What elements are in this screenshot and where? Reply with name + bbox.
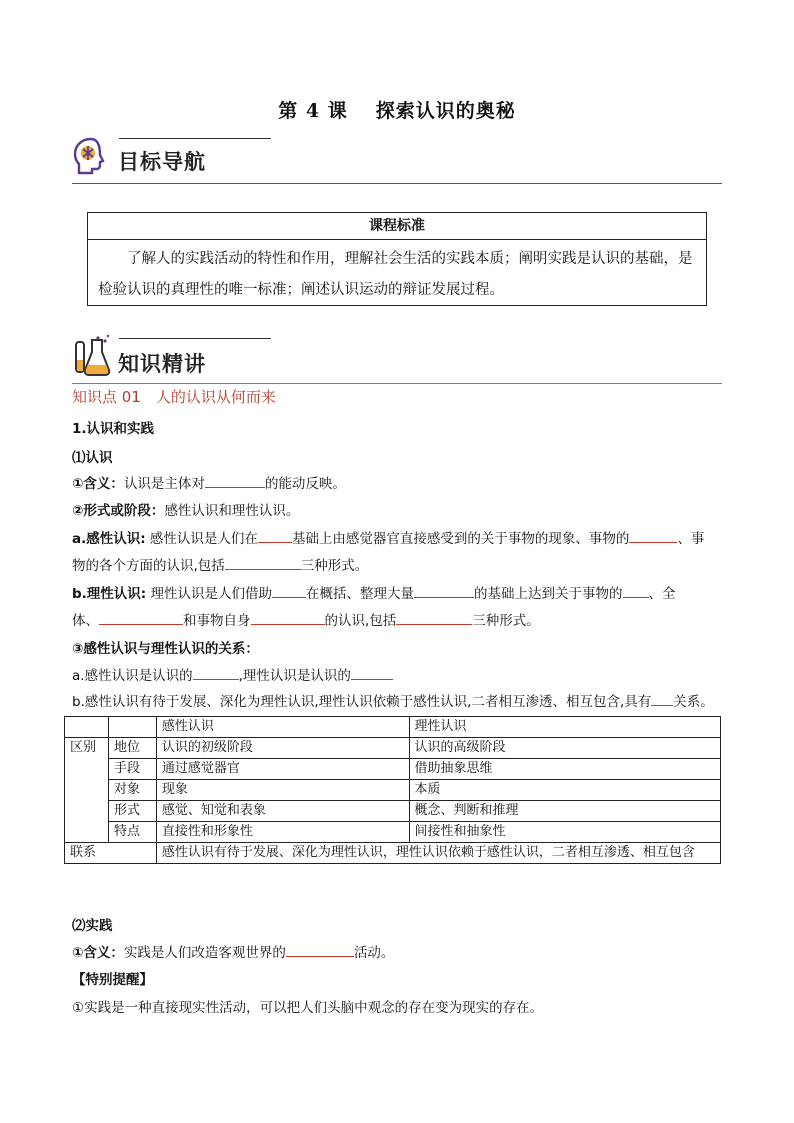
table-cell: 间接性和抽象性 [409,822,721,843]
table-cell: 直接性和形象性 [156,822,409,843]
text: 实践是人们改造客观世界的 [123,945,286,961]
text: b.感性认识有待于发展、深化为理性认识,理性认识依赖于感性认识,二者相互渗透、相互包含,具有 [72,694,652,710]
section-title-knowledge: 知识精讲 [118,352,206,376]
section-title-goals: 目标导航 [118,150,206,174]
text: 、全 [648,586,676,602]
table-cell [108,717,156,738]
practice-definition-line [72,941,394,961]
lab-flask-icon [72,334,112,378]
table-row [65,759,721,780]
label-perceptual: a.感性认识: [72,531,146,547]
text: 认识是主体对 [123,476,205,492]
table-row-label: 地位 [108,738,156,759]
fill-blank[interactable] [651,692,673,706]
relation-line-b [72,690,714,710]
fill-blank[interactable] [629,529,677,543]
table-header-row [65,717,721,738]
text: 、事 [677,531,705,547]
table-row-label: 特点 [108,822,156,843]
text: 关系。 [673,694,714,710]
forms-line [72,499,299,519]
fill-blank[interactable] [193,666,239,680]
table-cell: 本质 [409,780,721,801]
table-cell: 认识的高级阶段 [409,738,721,759]
text: 感性认识和理性认识。 [164,503,300,519]
section-header-knowledge [72,338,722,384]
label-forms: ②形式或阶段： [72,503,165,519]
text: 感性认识是人们在 [145,531,258,547]
table-cell [65,717,109,738]
text: 体、 [72,613,99,629]
reminder-line-1: ①实践是一种直接现实性活动，可以把人们头脑中观念的存在变为现实的存在。 [72,1000,544,1016]
standard-text: 了解人的实践活动的特性和作用，理解社会生活的实践本质；阐明实践是认识的基础，是检验认识的真理性的唯一标准；阐述认识运动的辩证发展过程。 [98,251,693,298]
lesson-topic: 探索认识的奥秘 [375,100,516,122]
comparison-table [64,716,721,864]
heading-cognition-practice: 1.认识和实践 [72,421,155,437]
fill-blank[interactable] [258,529,292,543]
lesson-number: 第 4 课 [278,100,348,122]
definition-line [72,472,346,492]
subheading-cognition: ⑴认识 [72,450,113,466]
text: 活动。 [353,945,395,961]
text: 的基础上达到关于事物的 [474,586,623,602]
text: 的认识,包括 [324,613,397,629]
text: ,理性认识是认识的 [238,668,351,684]
table-header-rational: 理性认识 [409,717,721,738]
table-cell: 认识的初级阶段 [156,738,409,759]
curriculum-standard-box [87,212,707,306]
fill-blank[interactable] [286,943,354,957]
label-definition: ①含义： [72,476,124,492]
fill-blank[interactable] [623,584,649,598]
table-cell: 现象 [156,780,409,801]
section-header-goals [72,138,722,184]
table-group-difference: 区别 [65,738,109,843]
brain-head-icon [72,136,110,176]
perceptual-line-2 [72,554,368,574]
rational-line-1 [72,582,676,602]
text: 的能动反映。 [264,476,346,492]
fill-blank[interactable] [251,611,325,625]
text: 在概括、整理大量 [306,586,414,602]
table-cell: 通过感觉器官 [156,759,409,780]
header-top-line [119,338,271,339]
page-title [0,96,794,123]
subheading-practice: ⑵实践 [72,918,113,934]
table-row-label: 手段 [108,759,156,780]
table-cell: 借助抽象思维 [409,759,721,780]
table-row [65,738,721,759]
fill-blank[interactable] [351,666,393,680]
table-link-text: 感性认识有待于发展、深化为理性认识，理性认识依赖于感性认识，二者相互渗透、相互包含 [156,843,720,864]
section-rule [72,183,722,184]
header-top-line [119,138,271,139]
text: 物的各个方面的认识,包括 [72,558,225,574]
text: 三种形式。 [300,558,369,574]
relation-line-a [72,664,393,684]
text: 基础上由感觉器官直接感受到的关于事物的现象、事物的 [291,531,630,547]
label-definition: ①含义： [72,945,124,961]
special-reminder-heading: 【特别提醒】 [72,972,153,988]
text: 三种形式。 [472,613,540,629]
rational-line-2 [72,609,540,629]
fill-blank[interactable] [272,584,306,598]
table-row [65,801,721,822]
table-link-label: 联系 [65,843,157,864]
table-row [65,822,721,843]
section-rule [72,383,722,384]
fill-blank[interactable] [99,611,183,625]
table-row-label: 对象 [108,780,156,801]
table-row-label: 形式 [108,801,156,822]
fill-blank[interactable] [225,556,301,570]
fill-blank[interactable] [414,584,474,598]
table-cell: 概念、判断和推理 [409,801,721,822]
knowledge-point-heading: 知识点 01 人的认识从何而来 [72,388,276,406]
table-row-link [65,843,721,864]
text: a.感性认识是认识的 [72,668,193,684]
table-header-perceptual: 感性认识 [156,717,409,738]
standard-header: 课程标准 [88,213,706,240]
text: 和事物自身 [183,613,251,629]
text: 理性认识是人们借助 [146,586,272,602]
fill-blank[interactable] [396,611,472,625]
table-row [65,780,721,801]
relation-heading: ③感性认识与理性认识的关系： [72,641,259,657]
perceptual-line-1 [72,527,704,547]
label-rational: b.理性认识: [72,586,147,602]
table-cell: 感觉、知觉和表象 [156,801,409,822]
fill-blank[interactable] [205,474,265,488]
